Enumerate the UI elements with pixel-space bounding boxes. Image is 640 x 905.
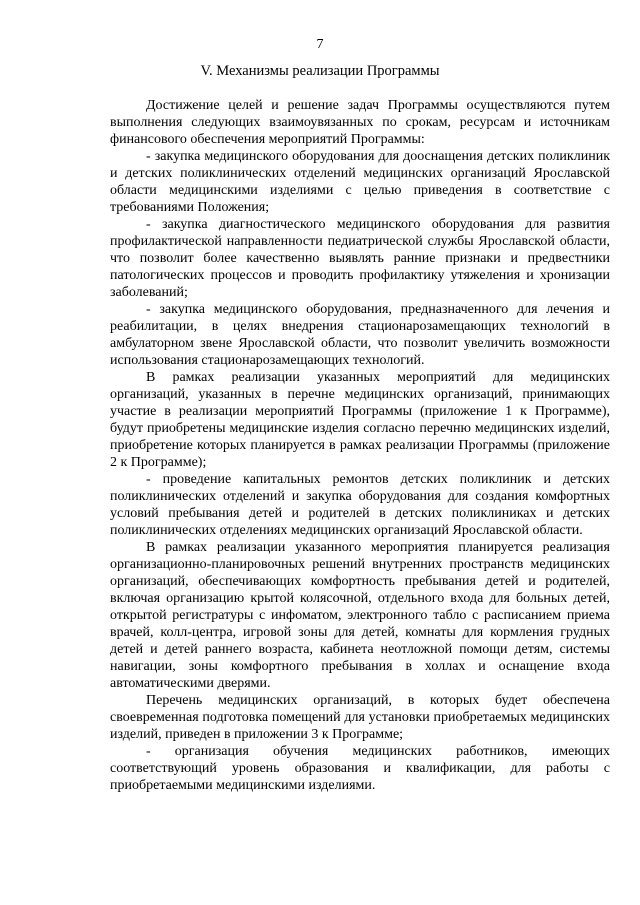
paragraph-medical-devices: В рамках реализации указанных мероприятий для медицинских организаций, указанных в перечне медицинских организаций, принимающих участие в реализации мероприятий Программы (приложение 1 к Программе), будут приобретены медицинские изделия согласно перечню медицинских изделий, приобретение которых планируется в рамках реализации Программы (приложение 2 к Программе); <box>110 370 610 470</box>
paragraph-staff-training: - организация обучения медицинских работников, имеющих соответствующий уровень образования и квалификации, для работы с приобретаемыми медицинскими изделиями. <box>110 744 610 793</box>
paragraph-intro: Достижение целей и решение задач Программы осуществляются путем выполнения следующих взаимоувязанных по срокам, ресурсам и источникам финансового обеспечения мероприятий Программы: <box>110 98 610 147</box>
paragraph-rehabilitation-equipment: - закупка медицинского оборудования, предназначенного для лечения и реабилитации, в целях внедрения стационарозамещающих технологий в амбулаторном звене Ярославской области, что позволит увеличить возможности использования стационарозамещающих технологий. <box>110 302 610 368</box>
paragraph-capital-repairs: - проведение капитальных ремонтов детских поликлиник и детских поликлинических отделений и закупка оборудования для создания комфортных условий пребывания детей и родителей в детских поликлиниках и детских поликлинических отделениях медицинских организаций Ярославской области. <box>110 472 610 538</box>
page-number: 7 <box>316 37 324 52</box>
section-title: V. Механизмы реализации Программы <box>200 63 440 79</box>
paragraph-organizations-list: Перечень медицинских организаций, в которых будет обеспечена своевременная подготовка помещений для установки приобретаемых медицинских изделий, приведен в приложении 3 к Программе; <box>110 693 610 742</box>
paragraph-diagnostic-equipment: - закупка диагностического медицинского оборудования для развития профилактической направленности педиатрической службы Ярославской области, что позволит более качественно выявлять ранние признаки и предвестники патологических процессов и проводить профилактику утяжеления и хронизации заболеваний; <box>110 217 610 300</box>
body-text <box>110 97 610 794</box>
paragraph-planning-solutions: В рамках реализации указанного мероприятия планируется реализация организационно-планировочных решений внутренних пространств медицинских организаций, обеспечивающих комфортность пребывания детей и родителей, включая организацию крытой колясочной, отдельного входа для больных детей, открытой регистратуры с инфоматом, электронного табло с расписанием приема врачей, колл-центра, игровой зоны для детей, комнаты для кормления грудных детей и детей раннего возраста, кабинета неотложной помощи детям, системы навигации, зоны комфортного пребывания в холлах и оснащение входа автоматическими дверями. <box>110 540 610 691</box>
paragraph-equipment-purchase: - закупка медицинского оборудования для дооснащения детских поликлиник и детских поликлинических отделений медицинских организаций Ярославской области медицинскими изделиями с целью приведения в соответствие с требованиями Положения; <box>110 149 610 215</box>
